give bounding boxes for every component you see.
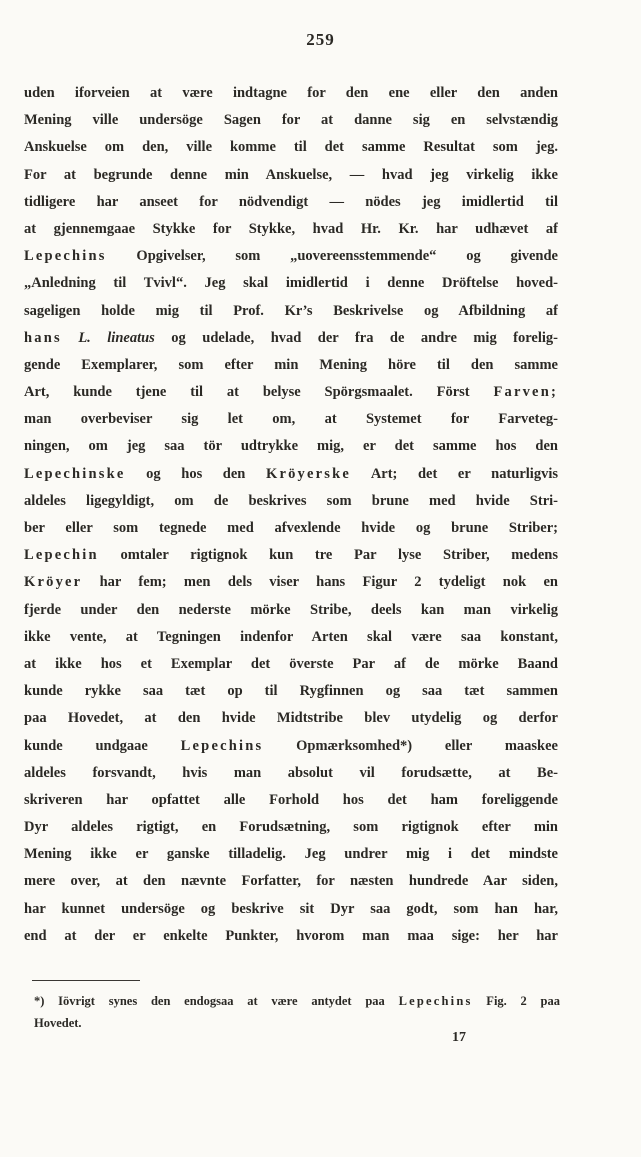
text-line bbox=[24, 624, 558, 651]
text-run: og udelade, hvad der fra de andre mig forelig- bbox=[154, 329, 558, 346]
text-run: ningen, om jeg saa tör udtrykke mig, er det samme hos den bbox=[24, 438, 558, 455]
text-run: Dyr aldeles rigtigt, en Forudsætning, som rigtignok efter min bbox=[24, 819, 558, 836]
text-run: Art, kunde tjene til at belyse Spörgsmaalet. Först bbox=[24, 384, 494, 401]
text-run: aldeles forsvandt, hvis man absolut vil forudsætte, at Be- bbox=[24, 764, 558, 781]
text-run: ber eller som tegnede med afvexlende hvide og brune Striber; bbox=[24, 520, 558, 536]
text-line bbox=[24, 352, 558, 379]
text-line bbox=[24, 134, 558, 161]
spaced-name: Lepechins bbox=[24, 248, 107, 265]
text-line bbox=[24, 488, 558, 515]
text-run: uden iforveien at være indtagne for den ene eller den anden bbox=[24, 85, 558, 101]
text-line bbox=[24, 705, 558, 732]
text-line bbox=[24, 814, 558, 841]
text-run: at gjennemgaae Stykke for Stykke, hvad Hr. Kr. har udhævet af bbox=[24, 220, 558, 237]
text-run: For at begrunde denne min Anskuelse, — hvad jeg virkelig ikke bbox=[24, 166, 558, 183]
text-run: omtaler rigtignok kun tre Par lyse Striber, medens bbox=[98, 547, 558, 564]
text-run: aldeles ligegyldigt, om de beskrives som brune med hvide Stri- bbox=[24, 492, 558, 509]
text-run: sageligen holde mig til Prof. Kr’s Beskrivelse og Afbildning af bbox=[24, 302, 558, 319]
text-run: Opgivelser, som „uovereensstemmende“ og givende bbox=[106, 248, 558, 265]
text-line bbox=[24, 406, 558, 433]
text-line bbox=[24, 515, 558, 542]
text-line bbox=[24, 651, 558, 678]
text-line bbox=[24, 787, 558, 814]
text-run: Art; det er naturligvis bbox=[351, 465, 558, 482]
text-line bbox=[24, 379, 558, 406]
footnote-rule bbox=[32, 980, 140, 981]
footnote-line bbox=[34, 990, 560, 1012]
text-line bbox=[24, 80, 558, 107]
spaced-name: Farven; bbox=[493, 384, 558, 401]
italic-species-name: L. lineatus bbox=[78, 329, 155, 346]
printer-signature: 17 bbox=[452, 1030, 466, 1045]
spaced-name: hans bbox=[24, 329, 62, 346]
spaced-name: Lepechin bbox=[24, 547, 99, 564]
text-line bbox=[24, 760, 558, 787]
text-run: kunde undgaae bbox=[24, 737, 181, 754]
text-line bbox=[24, 298, 558, 325]
text-run: *) Iövrigt synes den endogsaa at være antydet paa bbox=[34, 994, 399, 1008]
page-number: 259 bbox=[306, 30, 335, 49]
text-line bbox=[24, 162, 558, 189]
footnote-line bbox=[34, 1012, 560, 1034]
text-line bbox=[24, 597, 558, 624]
text-line bbox=[24, 243, 558, 270]
spaced-name: Lepechins bbox=[398, 994, 473, 1008]
text-line bbox=[24, 678, 558, 705]
text-line bbox=[24, 433, 558, 460]
text-run: kunde rykke saa tæt op til Rygfinnen og saa tæt sammen bbox=[24, 683, 558, 700]
text-run: har kunnet undersöge og beskrive sit Dyr saa godt, som han har, bbox=[24, 900, 558, 917]
text-line bbox=[24, 868, 558, 895]
text-line bbox=[24, 216, 558, 243]
spaced-name: Kröyerske bbox=[265, 465, 352, 482]
text-run: fjerde under den nederste mörke Stribe, deels kan man virkelig bbox=[24, 601, 558, 618]
text-run: „Anledning til Tvivl“. Jeg skal imidlertid i denne Dröftelse hoved- bbox=[24, 275, 558, 292]
text-line bbox=[24, 841, 558, 868]
text-run: tidligere har anseet for nödvendigt — nödes jeg imidlertid til bbox=[24, 193, 558, 210]
text-line bbox=[24, 896, 558, 923]
spaced-name: Lepechinske bbox=[24, 465, 126, 482]
text-line bbox=[24, 542, 558, 569]
spaced-name: Kröyer bbox=[24, 574, 83, 591]
text-run bbox=[62, 330, 78, 346]
text-line bbox=[24, 325, 558, 352]
text-line bbox=[24, 569, 558, 596]
text-run: Anskuelse om den, ville komme til det samme Resultat som jeg. bbox=[24, 139, 558, 156]
text-line bbox=[24, 270, 558, 297]
text-run: Fig. 2 paa bbox=[472, 994, 561, 1008]
text-run: at ikke hos et Exemplar det överste Par af de mörke Baand bbox=[24, 655, 558, 672]
footnote bbox=[34, 990, 560, 1034]
text-line bbox=[24, 107, 558, 134]
text-run: end at der er enkelte Punkter, hvorom man maa sige: her har bbox=[24, 927, 558, 944]
text-line bbox=[24, 733, 558, 760]
body-text bbox=[24, 80, 558, 950]
text-run: gende Exemplarer, som efter min Mening höre til den samme bbox=[24, 356, 558, 373]
text-run: har fem; men dels viser hans Figur 2 tydeligt nok en bbox=[82, 574, 558, 591]
text-run: paa Hovedet, at den hvide Midtstribe blev utydelig og derfor bbox=[24, 710, 558, 727]
text-run: Mening ville undersöge Sagen for at danne sig en selvstændig bbox=[24, 112, 558, 129]
text-run: mere over, at den nævnte Forfatter, for næsten hundrede Aar siden, bbox=[24, 873, 558, 890]
spaced-name: Lepechins bbox=[180, 737, 264, 754]
text-run: Opmærksomhed*) eller maaskee bbox=[263, 737, 558, 754]
text-line bbox=[24, 461, 558, 488]
text-line bbox=[24, 189, 558, 216]
text-run: man overbeviser sig let om, at Systemet for Farveteg- bbox=[24, 411, 558, 428]
text-run: og hos den bbox=[125, 465, 266, 482]
text-line bbox=[24, 923, 558, 950]
text-run: skriveren har opfattet alle Forhold hos det ham foreliggende bbox=[24, 791, 558, 808]
text-run: Mening ikke er ganske tilladelig. Jeg undrer mig i det mindste bbox=[24, 846, 558, 863]
text-run: Hovedet. bbox=[34, 1016, 82, 1030]
text-run: ikke vente, at Tegningen indenfor Arten skal være saa konstant, bbox=[24, 628, 558, 645]
